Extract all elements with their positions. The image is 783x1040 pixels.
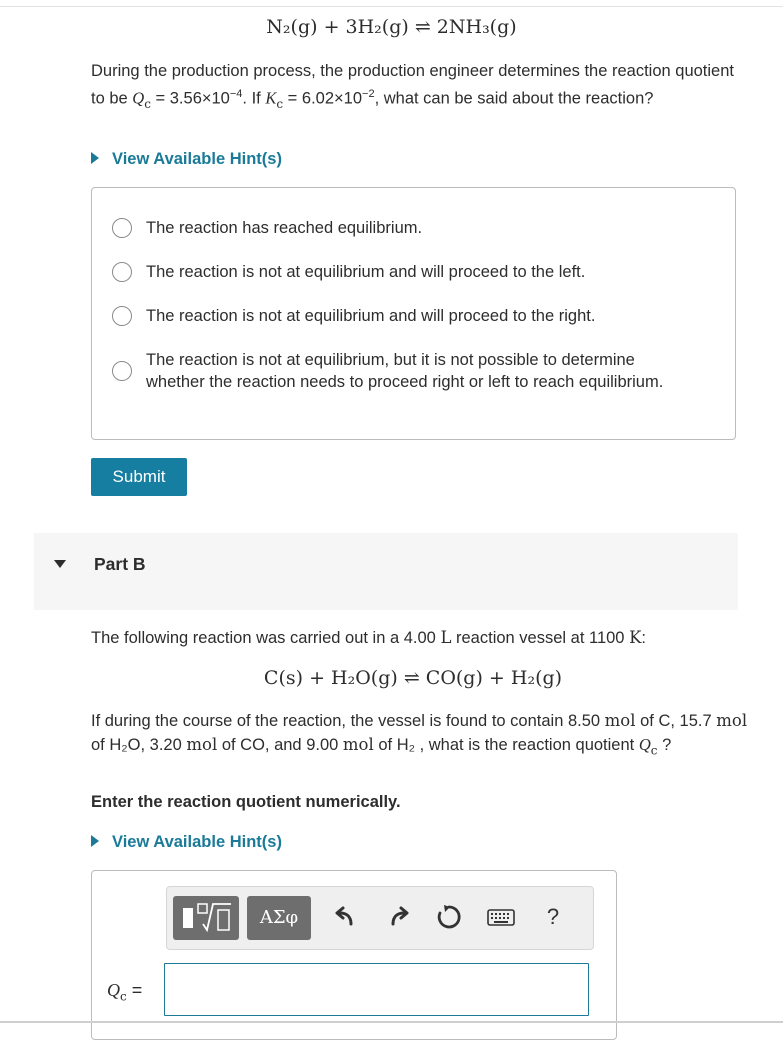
templates-button[interactable] bbox=[173, 896, 239, 940]
radio-button[interactable] bbox=[112, 306, 132, 326]
part-a-prompt: During the production process, the production engineer determines the reaction quotient to be $Q_c = 3.56\times 10^{-4}$. If $K_c = 6.02\times 10^{-2}$, what can be said about the reaction? bbox=[91, 62, 734, 111]
bottom-divider bbox=[0, 1021, 783, 1023]
part-b-hint-toggle[interactable]: View Available Hint(s) bbox=[91, 833, 282, 852]
keyboard-icon[interactable] bbox=[485, 901, 517, 933]
expand-triangle-icon bbox=[91, 152, 99, 164]
part-b-title: Part B bbox=[94, 554, 146, 574]
answer-input[interactable] bbox=[164, 963, 589, 1016]
part-b-equation: C(s) + H₂O(g) ⇌ CO(g) + H₂(g) bbox=[263, 667, 563, 689]
answer-options bbox=[91, 187, 736, 440]
part-b-question: If during the course of the reaction, the vessel is found to contain 8.50 mol of C, 15.7 mol of H₂O, 3.20 mol of CO, and 9.00 mol of H₂ , what is the reaction quotient $Q_c$ ? bbox=[91, 711, 748, 758]
part-a-hint-toggle[interactable]: View Available Hint(s) bbox=[91, 150, 282, 169]
redo-icon[interactable] bbox=[383, 901, 415, 933]
part-b-intro: The following reaction was carried out in a 4.00 L reaction vessel at 1100 K: bbox=[91, 628, 646, 647]
reset-icon[interactable] bbox=[433, 901, 465, 933]
help-button[interactable]: ? bbox=[546, 904, 560, 929]
answer-label: $Q_c$ = bbox=[107, 980, 143, 1004]
option-3[interactable]: The reaction is not at equilibrium and will proceed to the right. bbox=[112, 305, 595, 327]
part-a-equation: N₂(g) + 3H₂(g) ⇌ 2NH₃(g) bbox=[266, 16, 517, 38]
option-1[interactable]: The reaction has reached equilibrium. bbox=[112, 217, 422, 239]
radio-button[interactable] bbox=[112, 361, 132, 381]
submit-button[interactable]: Submit bbox=[91, 458, 187, 496]
option-4[interactable]: The reaction is not at equilibrium, but it is not possible to determine whether the reaction needs to proceed right or left to reach equilibrium. bbox=[112, 349, 692, 393]
part-b-instruction: Enter the reaction quotient numerically. bbox=[91, 793, 401, 811]
undo-icon[interactable] bbox=[329, 901, 361, 933]
collapse-caret-icon[interactable] bbox=[54, 560, 66, 568]
top-divider bbox=[0, 6, 783, 7]
option-2[interactable]: The reaction is not at equilibrium and will proceed to the left. bbox=[112, 261, 585, 283]
expand-triangle-icon bbox=[91, 835, 99, 847]
greek-symbols-button[interactable]: ΑΣφ bbox=[247, 896, 311, 940]
radio-button[interactable] bbox=[112, 218, 132, 238]
math-toolbar bbox=[166, 886, 594, 950]
part-b-header[interactable] bbox=[34, 533, 738, 610]
templates-icon bbox=[173, 896, 239, 940]
radio-button[interactable] bbox=[112, 262, 132, 282]
